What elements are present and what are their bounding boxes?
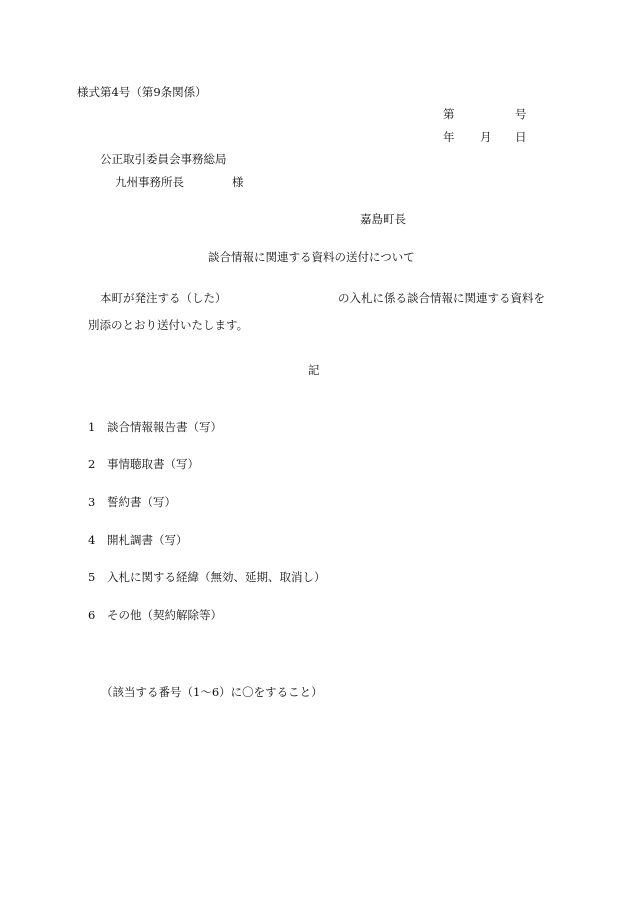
body-line1-start: 本町が発注する（した） (100, 291, 227, 305)
body-line2: 別添のとおり送付いたします。 (88, 318, 249, 332)
item-number: 4 (88, 533, 96, 547)
recipient-org: 公正取引委員会事務総局 (100, 152, 227, 166)
doc-number-prefix: 第 (443, 107, 455, 121)
date-day: 日 (515, 130, 527, 144)
item-number: 1 (88, 420, 96, 434)
item-number: 5 (88, 570, 96, 584)
footnote: （該当する番号（1〜6）に〇をすること） (101, 685, 323, 699)
recipient-honorific: 様 (232, 175, 244, 189)
sender-name: 嘉島町長 (360, 212, 406, 226)
recipient-office: 九州事務所長 (115, 175, 184, 189)
item-label: 誓約書（写） (107, 495, 176, 509)
date-month: 月 (480, 130, 492, 144)
item-label: その他（契約解除等） (107, 608, 222, 622)
item-number: 3 (88, 495, 96, 509)
item-label: 事情聴取書（写） (107, 457, 199, 471)
document-title: 談合情報に関連する資料の送付について (208, 250, 415, 264)
form-header: 様式第4号（第9条関係） (77, 85, 207, 99)
item-number: 6 (88, 608, 96, 622)
ki-heading: 記 (308, 363, 320, 377)
item-label: 開札調書（写） (107, 533, 188, 547)
body-line1-end: の入札に係る談合情報に関連する資料を (338, 291, 545, 305)
item-number: 2 (88, 457, 96, 471)
date-year: 年 (443, 130, 455, 144)
doc-number-suffix: 号 (515, 107, 527, 121)
item-label: 談合情報報告書（写） (107, 420, 222, 434)
item-label: 入札に関する経緯（無効、延期、取消し） (107, 570, 326, 584)
